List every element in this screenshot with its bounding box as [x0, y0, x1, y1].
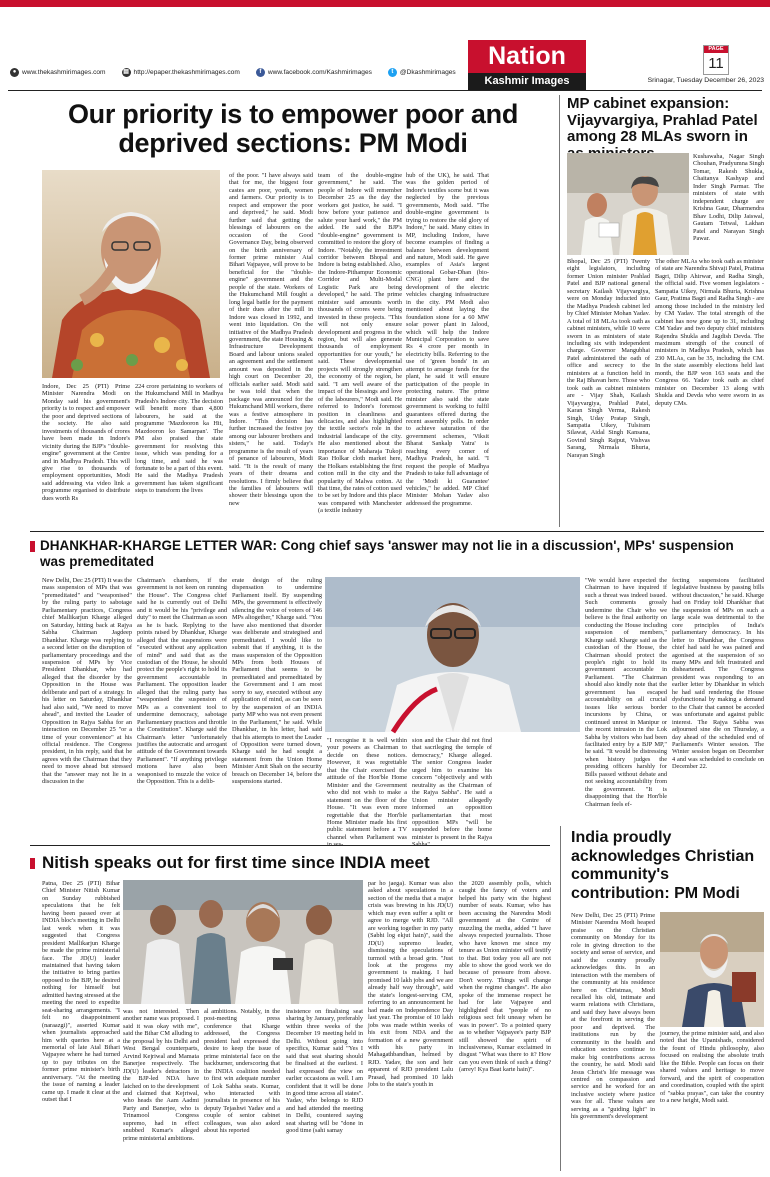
- modi-photo: [42, 170, 220, 378]
- story1-col4: team of the double-engine government," he said. The people of Indore will remember December 25 as the day the workers got justice, he said. "I bow before your patience and salute your hard work," the PM added. He said the BJP's "double-engine" government is committed to restore the glory of Indore. "Notably, the investment corridor between Bhopal and Indore is being established. Also, the Indore-Pithampur Economic Corridor and Multi-Modal Logistic Park are being developed," he said. The prime minister said amounts worth thousands of crores were being invested in these projects. "This will not only ensure development and progress in the region, but will also generate thousands of employment opportunities for our youth," he said. These developmental projects will strongly strengthen the economy of the region, he said. "I am well aware of the impact of the blessings and love of the labourers," Modi said. He referred to Indore's foremost position in cleanliness and delicacies, and also highlighted the textile sector's role in the industrial landscape of the city. He also mentioned about the importance of Maharaja Tukoji Rao Holkar cloth market here, the Holkars establishing the first cotton mill in the city and the popularity of Malwa cotton. At that time, the rates of cotton used to be set by Indore and this place was compared with Manchester (a textile industry: [318, 172, 402, 515]
- section-title: Nation: [468, 40, 586, 73]
- story1-col5: hub of the UK), he said. That was the golden period of Indore's textiles scene but it was neglected by the previous governments, Modi said. "The double-engine government is trying to restore the old glory of Indore," he said. Many cities in MP, including Indore, have become examples of finding a balance between development and nature, Modi said. He gave examples of Asia's largest operational Gobar-Dhan (bio-CNG) plant here and the development of the electric vehicles charging infrastructure in the city. PM Modi also mentioned about laying the foundation stone for a 60 MW solar power plant in Jalood, which will help the Indore Municipal Corporation to save Rs 4 crore per month in electricity bills. Referring to the use of 'green bonds' in an attempt to arrange funds for the plant, he said it will ensure participation of the people in protecting nature. The prime minister also said the state government is working to fulfil guarantees offered during the recent assembly polls. In order to achieve saturation of the government schemes, 'Viksit Bharat Sankalp Yatra' is reaching every corner of Madhya Pradesh, he said. "I request the people of Madhya Pradesh to take full advantage of the 'Modi ki Guarantee' vehicles," he added. MP Chief Minister Mohan Yadav also addressed the programme.: [406, 172, 489, 507]
- story5-col2: journey, the prime minister said, and also noted that the Upanishads, considered the fount of Hindu philosophy, also focused on realising the absolute truth like the Bible. People can focus on their shared values and heritage to move forward, and the spirit of cooperation and coordination, coupled with the spirit of "sabka prayas", can take the country to a new height, Modi said.: [660, 1030, 764, 1105]
- story4-headline: Nitish speaks out for first time since INDIA meet: [42, 853, 430, 872]
- story3-col2: Chairman's chambers, if the government is not keen on running the House". The Congress chief said he is currently out of Delhi and it would be his "privilege and duty" to meet the Chairman as soon as he is back. Replying to the points raised by Dhankhar, Kharge alleged that the suspensions were "executed without any application of mind" and said that as the custodian of the House, he should protect the people's right to hold its government accountable in Parliament. The opposition leader alleged that the ruling party has "weaponised the suspension of MPs as a convenient tool to undermine democracy, sabotage Parliamentary practices and throttle the Constitution". Kharge said the Chairman's letter "unfortunately justifies the autocratic and arrogant attitude of the Government towards Parliament". "If anything privilege motions have also been weaponised to muzzle the voice of the Opposition. This is a delib-: [137, 577, 228, 786]
- story2-headline: MP cabinet expansion: Vijayvargiya, Prahlad Patel among 28 MLAs sworn in: [567, 95, 758, 145]
- story4-col3: al ambitions. Notably, in the post-meeting press conference that Kharge addressed, the Congress president had expressed the desire to keep the issue of prime ministerial face on the backburner, underscoring that the INDIA coalition needed to first win adequate number of Lok Sabha seats. Kumar, who interacted with journalists in presence of his deputy Tejashwi Yadav and a couple of senior cabinet colleagues, was also asked about his reported: [204, 1008, 280, 1135]
- headline-marker: [30, 541, 35, 552]
- facebook-url: www.facebook.com/Kashmirimages: [267, 69, 372, 76]
- epaper-url: http://epaper.thekashmirimages.com: [133, 69, 240, 76]
- story3-headline: DHANKHAR-KHARGE LETTER WAR: Cong chief says 'answer may not lie in a discussion', MPs' suspension was premeditated: [40, 538, 734, 569]
- page-number-box: [703, 45, 729, 75]
- section-divider-2: [30, 845, 550, 846]
- story5-col1: New Delhi, Dec 25 (PTI) Prime Minister Narendra Modi heaped praise on the Christian community on Monday for its role in giving direction to the society and sense of service, and said the country proudly acknowledges this. In an interaction with the members of the community at his residence here on Christmas, Modi recalled his old, intimate and warm relations with Christians, and said they have always been at the forefront in serving the poor and deprived. The institutions run by the community in the health and education sectors continue to make big contributions across the country, he said. Modi said Jesus Christ's life message was centred on compassion and service and he worked for an inclusive society where justice was for all. These values are serving as a "guiding light" in his government's development: [571, 912, 655, 1121]
- header-divider: [8, 90, 762, 91]
- epaper-icon: ▤: [123, 69, 129, 75]
- social-link-twitter[interactable]: [388, 68, 456, 77]
- story4-col6: the 2020 assembly polls, which caught the fancy of voters and helped his party win the highest number of seats. Kumar, who has been accusing the Narendra Modi government at the Centre of muzzling the media, added "I have always respected journalists. Those who have known me since my tenure as Union minister will testify to that. But today you all are not able to show the good work we do because of pressure from above. Don't worry. Things will change when the regime changes". He also spoke of the immense respect he had for late Vajpayee and highlighted that "people of no religious sect felt uneasy when he was in power". To a pointed query as to whether Vajpayee's party BJP still showed the spirit of inclusiveness, Kumar exclaimed in disgust "What was there to it? How can you even think of such a thing? (arrey! Kya Baat karte hain)".: [459, 880, 551, 1074]
- story3-col1: New Delhi, Dec 25 (PTI) It was the mass suspension of MPs that was "premeditated" and "weaponised" by the ruling party to sabotage Parliamentary practices, Congress chief Mallikarjun Kharge alleged on Saturday, hitting back at Rajya Sabha Chairman Jagdeep Dhankhar. Kharge was replying to a second letter on the disruption of parliamentary proceedings and the suspension of MPs by Vice President Dhankhar, who had alleged that the disorder by the Opposition in the House was deliberate and part of a strategy. In his letter on Saturday, Dhankhar had also said, "We need to move ahead", and invited the Leader of Opposition in Rajya Sabha for an interaction on December 25 "or a time of your convenience" at his official residence. The Congress president, in his reply, said that he agrees with the Chairman that they need to move ahead but stressed that the "answer may not lie in a discussion in the: [42, 577, 132, 786]
- story2-col2b: The other MLAs who took oath as minister of state are Narendra Shivaji Patel, Pratima Bagri, Dilip Ahirwar, and Radha Singh, the official said. Five women legislators - Sampatia Uikey, Nirmala Bhuria, Krishna Gaur, Pratima Bagri and Radha Singh - are among those included in the ministry led by CM Yadav. The total strength of the cabinet has now gone up to 31, including CM Yadav and two deputy chief ministers Rajendra Shukla and Jagdish Devda. The maximum strength of the council of ministers in Madhya Pradesh, which has 230 MLAs, can be 35, including the CM. In the state assembly elections held last month, the BJP won 163 seats and the Congress 66. Yadav took oath as chief minister on December 13 along with Shukla and Devda who were sworn in as deputy CMs.: [655, 258, 764, 407]
- nitish-photo: [123, 880, 363, 1004]
- kharge-photo: [325, 577, 580, 732]
- story3-col7: fecting suspensions facilitated legislative business by passing bills without discussion," he said. Kharge had on Friday told Dhankhar that the suspension of MPs on such a large scale was detrimental to the core principles of India's parliamentary democracy. In his letter to Dhankhar, the Congress chief had said he was pained and agonised at the suspension of so many MPs and felt frustrated and disheartened. The Congress president was responding to an earlier letter by Dhankhar in which he had said rendering the House dysfunctional by making a demand to the Chair that cannot be acceded was unfortunate and against public interest. The Rajya Sabha was adjourned sine die on Thursday, a day ahead of the scheduled end of Parliament's Winter session. The Winter session began on December 4 and was scheduled to conclude on December 22.: [672, 577, 764, 771]
- column-divider-2: [560, 826, 561, 1171]
- story3-col4: "I recognise it is well within your powers as Chairman to decide on these notices. However, it was regrettable that the Chair exercised the attitude of the Hon'ble Home Minister and the Government who did not wish to make a statement on the floor of the House. "It was even more regrettable that the Hon'ble Home Minister made his first public statement before a TV channel when Parliament was: [327, 737, 407, 841]
- headline-marker-2: [30, 858, 35, 869]
- website-url: www.thekashmirimages.com: [22, 69, 106, 76]
- page-label: PAGE: [704, 46, 728, 53]
- social-link-epaper[interactable]: [122, 68, 240, 77]
- twitter-icon: t: [388, 68, 397, 77]
- social-links-bar: [10, 65, 472, 80]
- top-red-bar: [0, 0, 770, 7]
- story4-col1: Patna, Dec 25 (PTI) Bihar Chief Minister Nitish Kumar on Sunday rubbished speculations that he felt having been passed over at INDIA bloc's meeting in Delhi last week when it was suggested that Congress president Mallikarjun Kharge be made the prime ministerial face. The JD(U) leader maintained that having taken the initiative to bring parties opposed to the BJP, he desired nothing for himself but admitted having stressed at the meeting the need to expedite seat-sharing arrangements. "I felt no disappointment (naraazgi)", asserted Kumar when journalists approached him with queries here at a memorial of late Atal Bihari Vajpayee where he had turned up to pay tributes on the former prime minister's birth anniversary. "At the meeting the issue of naming a leader came up. I made it clear at the outset that I: [42, 880, 120, 1104]
- story4-col5: par ho jaega). Kumar was also asked about speculations in a section of the media that a major crisis was brewing in his JD(U) which may even suffer a split or agree to merge with RJD. "All are working together in my party (Sabhi log ekjut hain)", said the JD(U) supremo leader, dismissing the speculations of turmoil with a broad grin. "Just look at the progress my government is making. I had promised 10 lakh jobs and we are already half way through", said the state's longest-serving CM, referring to an announcement he had made on Independence Day last year. The promise of 10 lakh jobs was made within weeks of his exit from NDA and the formation of a new government with his party in Mahagathbandhan, helmed by RJD. Yadav, the son and heir apparent of RJD president Lalu Prasad, had promised 10 lakh jobs to the state's youth in: [368, 880, 453, 1089]
- story3-col5: sion and the Chair did not find that sacrileging the temple of democracy," Kharge alleged. The senior Congress leader urged him to examine his concern "objectively and with neutrality as the Chairman of the Rajya Sabha". He said a Union minister allegedly informed an opposition parliamentarian that most opposition MPs "will be suspended before the home minister is present in the Rajya: [412, 737, 492, 841]
- story3-col3: erate design of the ruling dispensation to undermine Parliament itself. By suspending MPs, the government is effectively silencing the voice of voters of 146 MPs altogether," Kharge said. "You have also mentioned that disorder was deliberate and strategised and premeditated. I would like to submit that if anything, it is the mass suspension of the Opposition MPs from both Houses of Parliament that seems to be premeditated and premeditated by the Government and I am most sorry to say, executed without any application of mind, as can be seen by the suspension of an INDIA party MP who was not even present in the Parliament," he said. While Dhankhar, in his letter, had said that his attempts to meet the Leader of Opposition were turned down, Kharge said he had sought a statement from the Union Home Minister Amit Shah on the security breach on December 14, before the suspensions started.: [232, 577, 323, 786]
- globe-icon: ●: [10, 68, 19, 77]
- story3-col6: "We would have expected the Chairman to have inquired if such a threat was indeed issued. Such comments grossly undermine the Chair who we believe is the final authority on conducting the House including suspension of members," Kharge said. Kharge said as the custodian of the House, the Chairman should protect the people's right to hold its government accountable in Parliament. "The Chairman should also kindly note that the government has escaped accountability on all crucial issues like serious border incursions by China, or continued unrest in Manipur or the recent intrusion in the Lok Sabha by visitors who had been facilitated entry by a BJP MP," he said. "It would be distressing when history judges the presiding officers harshly for Bills passed without debate and not seeking accountability from the government. "It is disappointing that the Hon'ble Chairman feels ef-: [585, 577, 667, 808]
- edition-date: Srinagar, Tuesday December 26, 2023: [647, 77, 764, 84]
- section-divider-1: [30, 531, 764, 532]
- story1-headline: Our priority is to empower poor and deprived sections: PM Modi: [67, 99, 519, 158]
- facebook-icon: f: [256, 68, 265, 77]
- story4-col2: was not interested. Then another name was proposed. I said it was okay with me", said the Bihar CM alluding to the proposal by his Delhi and West Bengal counterparts, Arvind Kejriwal and Mamata Banerjee respectively. The JD(U) leader's detractors in the BJP-led NDA have latched on to the development and claimed that Kejriwal, who heads the Aam Aadmi Party and Banerjee, who is Trinamool Congress supremo, had in effect snubbed Kumar's alleged prime ministerial ambitions.: [123, 1008, 199, 1142]
- twitter-handle: @Dkashmirimages: [399, 69, 456, 76]
- story1-col3: of the poor. "I have always said that for me, the biggest four castes are poor, youth, women and farmers. Our priority is to respect and empower the poor and deprived," he said. Modi further said that getting the blessings of labourers on the occasion of the Good Governance Day, being observed on the birth anniversary of former prime minister Atal Bihari Vajpayee, will prove to be beneficial for the "double-engine" government and the people of the state. Workers of the Hukumchand Mill fought a long legal battle for the payment of their dues after the mill in Indore was closed in 1992, and went into liquidation. On the initiative of the Madhya Pradesh government, the state Housing & Infrastructure Development Board and labour unions sealed an agreement and the settlement amount was deposited in the high court on December 20, officials earlier said. Modi said he was told that when the package was announced for the Hukumchand Mill workers, there was a festive atmosphere in Indore. "This decision has further increased the festive joy among our labourer brothers and sisters," he said. Today's programme is the result of years of penance of labourers, Modi said. "It is the result of many years of their dreams and resolutions. I firmly believe that the families of labourers will shower their blessings upon the new: [229, 172, 313, 507]
- cabinet-oath-photo: [567, 153, 689, 255]
- story2-col1: Bhopal, Dec 25 (PTI) Twenty eight legislators, including former Union minister Prahlad Patel and BJP national general secretary Kailash Vijayvargiya, were on Monday inducted into the Madhya Pradesh cabinet led by Chief Minister Mohan Yadav. A total of 18 MLAs took oath as cabinet ministers, while 10 were sworn in as ministers of state including six with independent charge. Governor Mangubhai Patel administered the oath of office and secrecy to the ministers at a function held in the Raj Bhavan here. Those who took oath as cabinet ministers are - Vijay Shah, Kailash Vijayvargiya, Prahlad Patel, Karan Singh Verma, Rakesh Singh, Uday Pratap Singh, Sampatia Uikey, Tulsiram Silawat, Aidal Singh Kansana, Govind Singh Rajput, Vishvas Sarang, Nirmala Bhuria, Narayan Singh: [567, 258, 650, 459]
- column-divider: [559, 95, 560, 527]
- story1-col2: 224 crore pertaining to workers of the Hukumchand Mill in Madhya Pradesh's Indore city. The decision will benefit more than 4,800 labourers, he said at the programme 'Mazdooron ka Hit, Mazdooron ko Samarpan'. The PM also praised the state government for resolving this issue, which was pending for a long time, and said he was fortunate to be a part of this event. He said the Madhya Pradesh government has taken significant steps to transform the lives: [135, 383, 223, 495]
- page-number: 11: [708, 55, 724, 72]
- christmas-event-photo: [660, 912, 764, 1027]
- story1-col1: Indore, Dec 25 (PTI) Prime Minister Narendra Modi on Monday said his government's priority is to respect and empower the poor and deprived sections of the society. He also said investments of thousands of crores have been made in Indore's vicinity during the BJP's "double-engine" government at the Centre and in Madhya Pradesh. This will give rise to thousands of employment opportunities, Modi said addressing via video link a programme organised to distribute dues worth Rs: [42, 383, 130, 502]
- story5-headline: India proudly acknowledges Christian community's contribution: PM Modi: [571, 829, 755, 902]
- story2-col2a: Kushawaha, Nagar Singh Chouhan, Pradyumna Singh Tomar, Rakesh Shukla, Chaitanya Kashyap and Inder Singh Parmar. The ministers of state with independent charge are Krishna Gaur, Dharmendra Bhav Lodhi, Dilip Jaiswal, Gautam Tetwal, Lakhan Patel and Narayan Singh Pawar.: [693, 153, 764, 242]
- social-link-website[interactable]: [10, 68, 106, 77]
- social-link-facebook[interactable]: [256, 68, 372, 77]
- story4-col4: insistence on finalising seat sharing by January, preferably within three weeks of the December 19 meeting held in Delhi. Without going into specifics, Kumar said "Yes I said that seat sharing should be finalised at the earliest. I had expressed the view on earlier occasions as well. I am confident that it will be done in good time across all states". Yadav, who belongs to RJD and had attended the meeting in Delhi, countered saying seat sharing will be "done in good time (sahi samay: [286, 1008, 363, 1135]
- brand-name: Kashmir Images: [468, 73, 586, 90]
